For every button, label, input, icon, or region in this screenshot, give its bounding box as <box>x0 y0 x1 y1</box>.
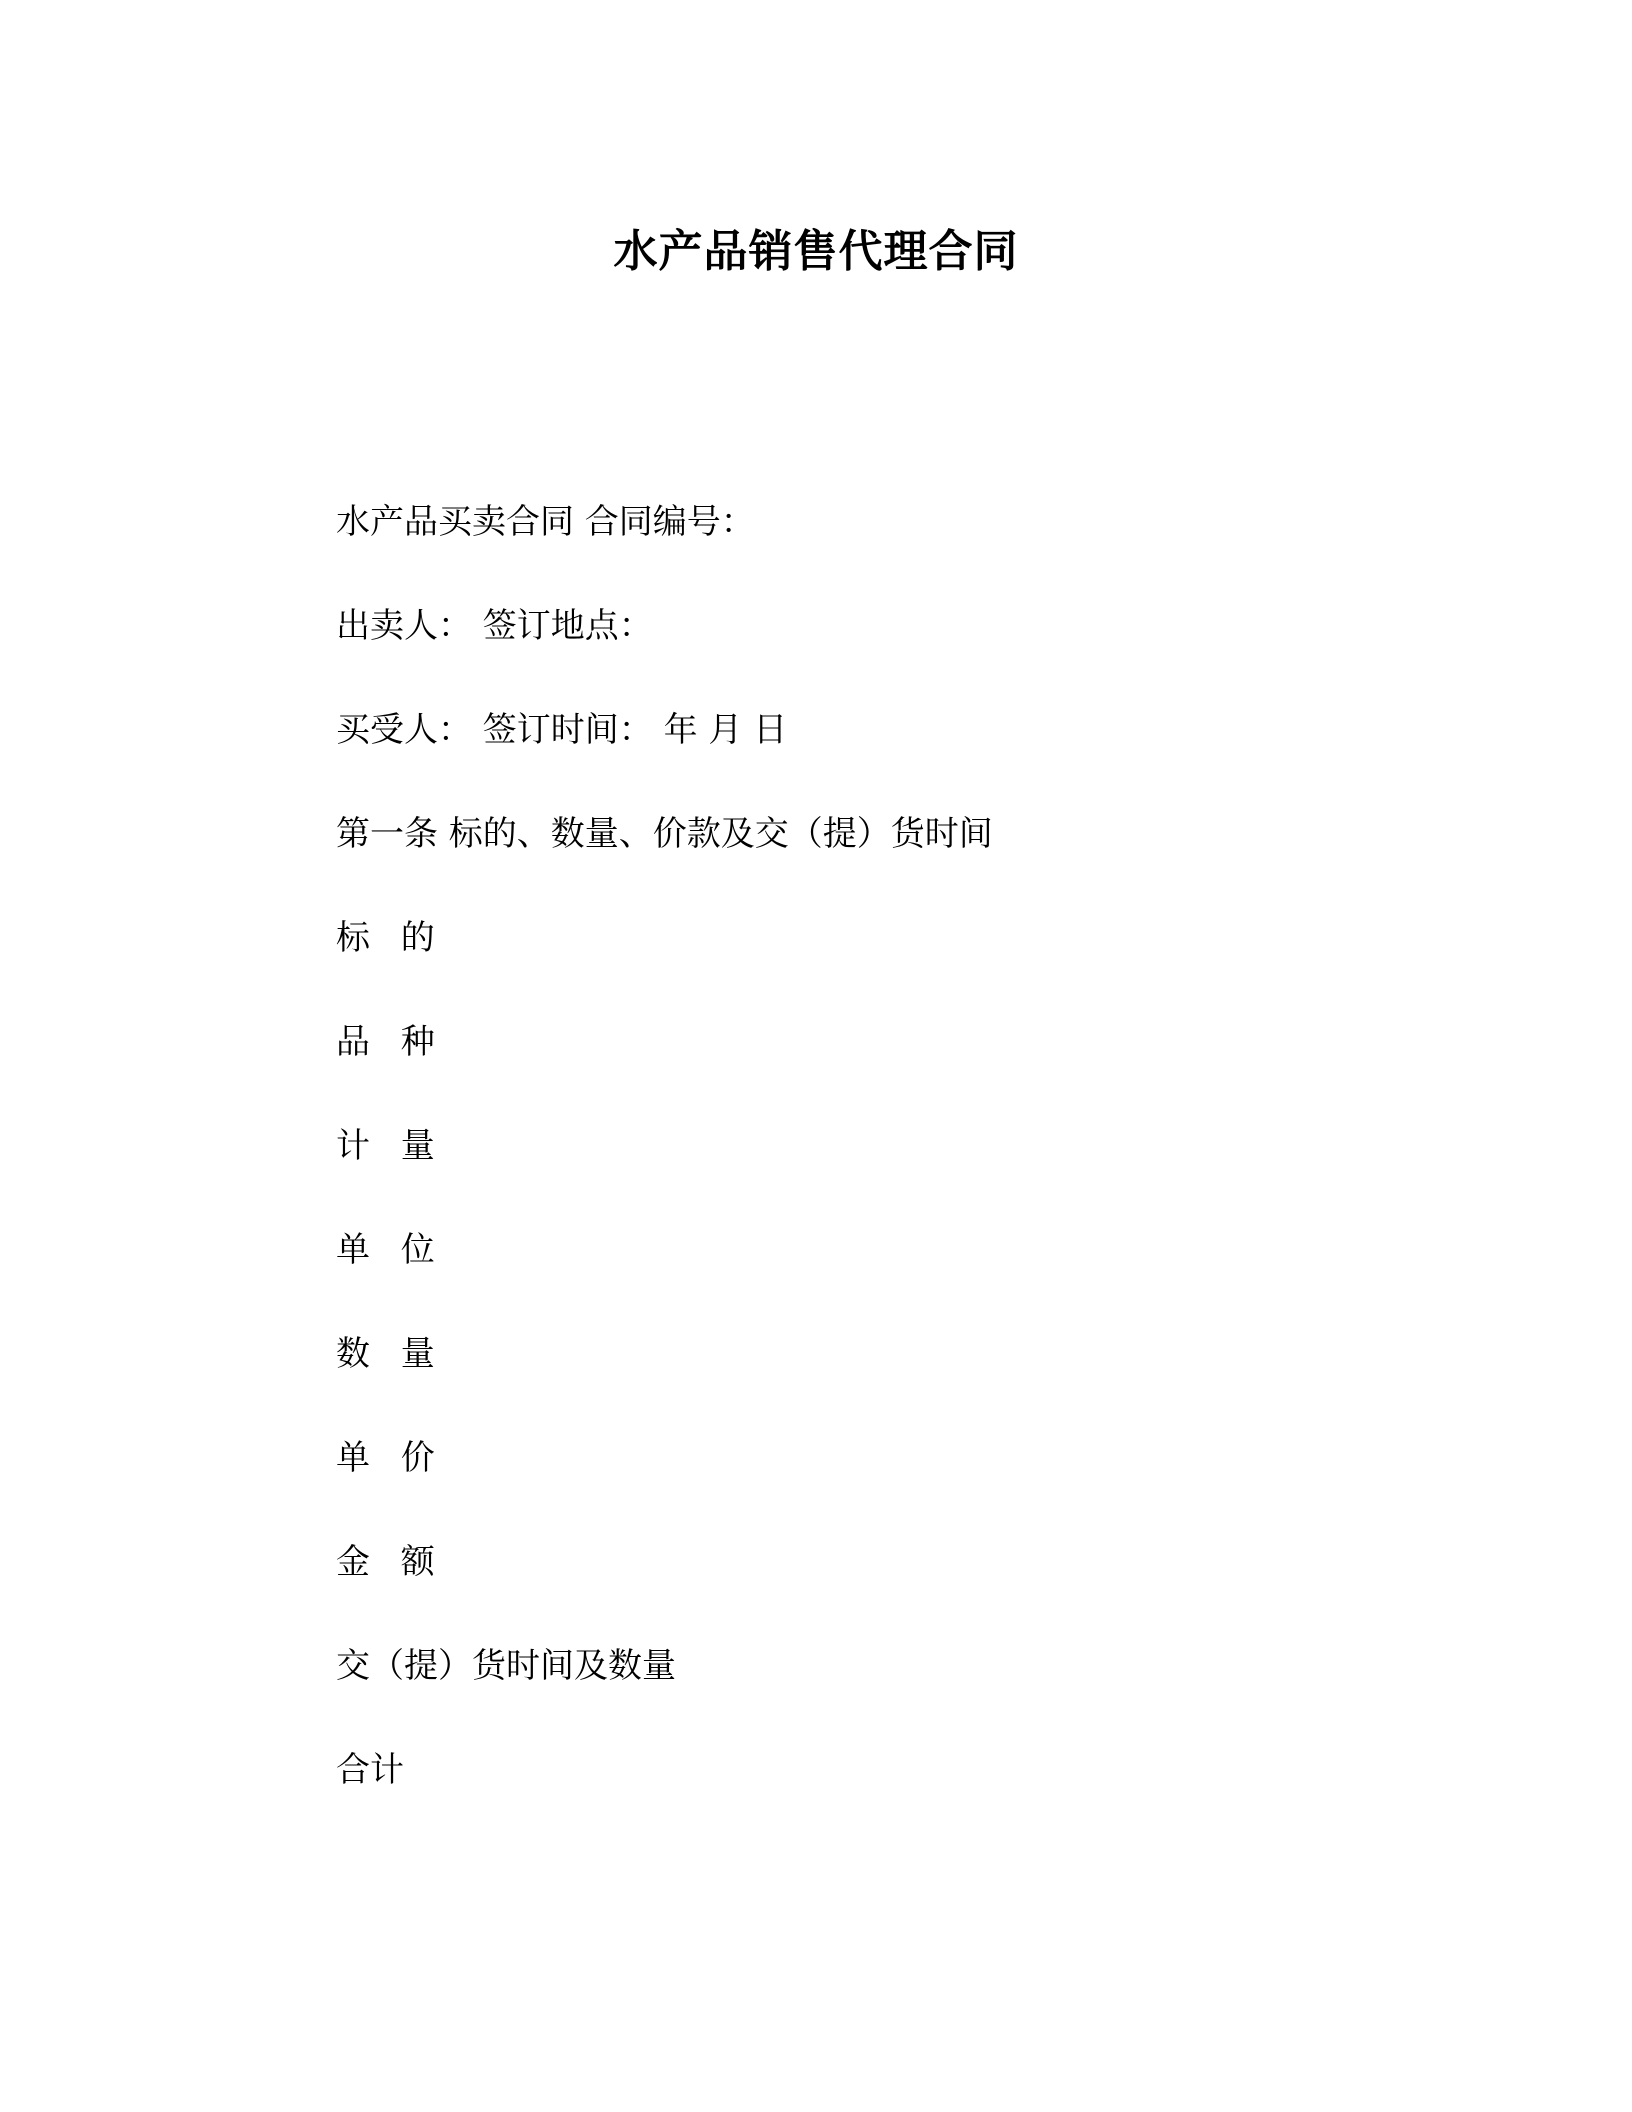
document-title: 水产品销售代理合同 <box>613 226 1019 277</box>
unit-price-label: 单 价 <box>336 1438 445 1478</box>
variety-label: 品 种 <box>336 1022 445 1062</box>
subject-label: 标 的 <box>336 918 445 958</box>
article-one-heading: 第一条 标的、数量、价款及交（提）货时间 <box>336 814 993 854</box>
document-body <box>336 492 1436 1844</box>
seller-line: 出卖人： 签订地点： <box>336 606 653 646</box>
contract-number-line: 水产品买卖合同 合同编号： <box>336 502 755 542</box>
measure-label: 计 量 <box>336 1126 445 1166</box>
quantity-label: 数 量 <box>336 1334 445 1374</box>
delivery-time-label: 交（提）货时间及数量 <box>336 1646 676 1686</box>
buyer-line: 买受人： 签订时间： 年 月 日 <box>336 710 788 750</box>
total-label: 合计 <box>336 1750 404 1790</box>
unit-label: 单 位 <box>336 1230 445 1270</box>
amount-label: 金 额 <box>336 1542 445 1582</box>
